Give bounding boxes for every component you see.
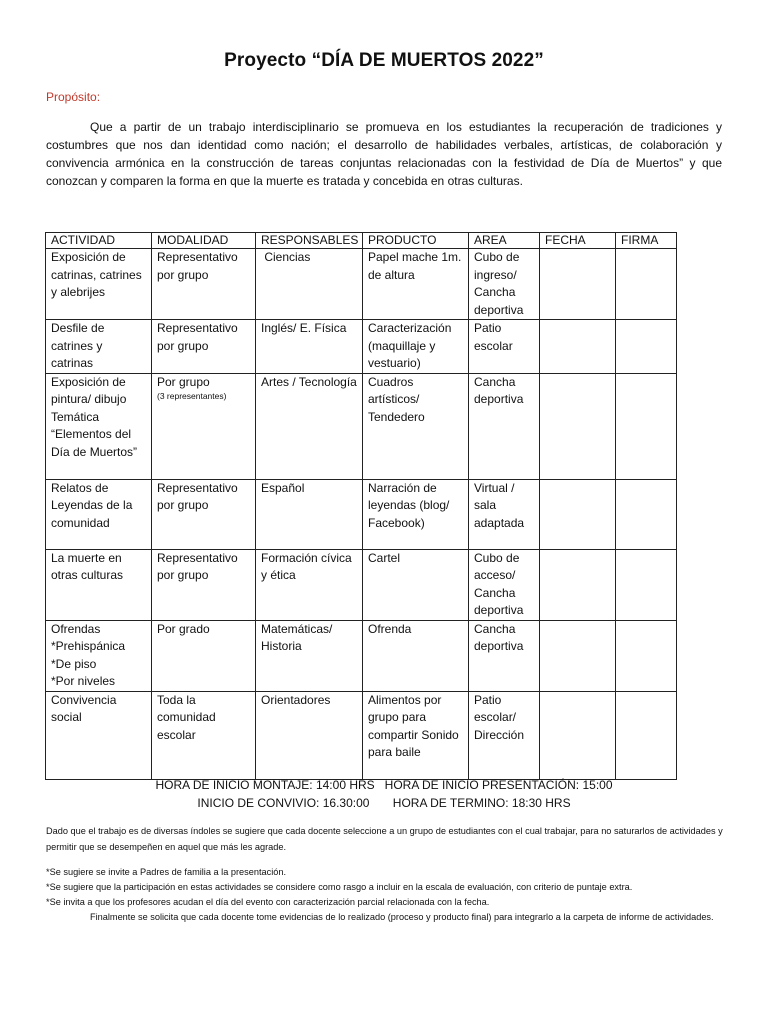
schedule-line-1: HORA DE INICIO MONTAJE: 14:00 HRS HORA DE INICIO PRESENTACIÓN: 15:00 bbox=[155, 778, 613, 792]
table-row bbox=[46, 373, 677, 479]
cell-area: Cancha deportiva bbox=[469, 373, 540, 479]
cell-actividad: La muerte en otras culturas bbox=[46, 549, 152, 620]
header-actividad: ACTIVIDAD bbox=[46, 233, 152, 249]
document-title: Proyecto “DÍA DE MUERTOS 2022” bbox=[224, 50, 544, 71]
header-firma: FIRMA bbox=[616, 233, 677, 249]
cell-actividad: Exposición de catrinas, catrines y alebrijes bbox=[46, 249, 152, 320]
header-fecha: FECHA bbox=[540, 233, 616, 249]
cell-responsables: Matemáticas/ Historia bbox=[256, 620, 363, 691]
cell-modalidad-note: (3 representantes) bbox=[157, 391, 227, 401]
table-header-row bbox=[46, 233, 677, 249]
cell-producto: Papel mache 1m. de altura bbox=[363, 249, 469, 320]
cell-firma bbox=[616, 249, 677, 320]
cell-fecha bbox=[540, 320, 616, 374]
purpose-paragraph: Que a partir de un trabajo interdisciplinario se promueva en los estudiantes la recuperación de tradiciones y costumbres que nos dan identidad como nación; el desarrollo de habilidades verbales, artísticas, de colaboración y convivencia armónica en la construcción de tareas conjuntas relacionadas con la festividad de Día de Muertos” y que conozcan y comparen la forma en que la muerte es tratada y concebida en otras culturas. bbox=[46, 120, 722, 188]
cell-area: Cancha deportiva bbox=[469, 620, 540, 691]
cell-modalidad-main: Por grupo bbox=[157, 374, 210, 389]
cell-firma bbox=[616, 479, 677, 549]
cell-modalidad: Representativo por grupo bbox=[152, 320, 256, 374]
purpose-label: Propósito: bbox=[46, 90, 101, 104]
note-item: *Se sugiere se invite a Padres de familia a la presentación. bbox=[46, 867, 287, 877]
cell-actividad-line: Ofrendas bbox=[51, 621, 101, 636]
cell-firma bbox=[616, 549, 677, 620]
cell-area: Patio escolar bbox=[469, 320, 540, 374]
cell-area: Patio escolar/ Dirección bbox=[469, 691, 540, 779]
note-item: *Se sugiere que la participación en estas actividades se considere como rasgo a incluir en la escala de evaluación, con criterio de puntaje extra. bbox=[46, 882, 633, 892]
cell-fecha bbox=[540, 691, 616, 779]
cell-responsables: Ciencias bbox=[256, 249, 363, 320]
activities-table bbox=[45, 232, 677, 780]
cell-actividad-line: *Prehispánica bbox=[51, 639, 126, 653]
cell-fecha bbox=[540, 479, 616, 549]
table-row bbox=[46, 320, 677, 374]
note-final: Finalmente se solicita que cada docente tome evidencias de lo realizado (proceso y producto final) para integrarlo a la carpeta de informe de actividades. bbox=[90, 912, 714, 922]
cell-firma bbox=[616, 320, 677, 374]
cell-responsables: Inglés/ E. Física bbox=[256, 320, 363, 374]
cell-modalidad bbox=[152, 373, 256, 479]
cell-fecha bbox=[540, 373, 616, 479]
cell-area: Cubo de ingreso/ Cancha deportiva bbox=[469, 249, 540, 320]
cell-modalidad: Representativo por grupo bbox=[152, 479, 256, 549]
cell-fecha bbox=[540, 549, 616, 620]
cell-responsables: Artes / Tecnología bbox=[256, 373, 363, 479]
cell-responsables: Orientadores bbox=[256, 691, 363, 779]
cell-actividad: Convivencia social bbox=[46, 691, 152, 779]
cell-fecha bbox=[540, 249, 616, 320]
cell-area: Cubo de acceso/ Cancha deportiva bbox=[469, 549, 540, 620]
cell-producto: Caracterización (maquillaje y vestuario) bbox=[363, 320, 469, 374]
cell-actividad-line: *De piso bbox=[51, 656, 97, 671]
note-item: *Se invita a que los profesores acudan el día del evento con caracterización parcial relacionada con la fecha. bbox=[46, 897, 490, 907]
cell-firma bbox=[616, 373, 677, 479]
cell-fecha bbox=[540, 620, 616, 691]
cell-producto: Cuadros artísticos/ Tendedero bbox=[363, 373, 469, 479]
cell-actividad bbox=[46, 620, 152, 691]
header-producto: PRODUCTO bbox=[363, 233, 469, 249]
table-row bbox=[46, 479, 677, 549]
cell-producto: Narración de leyendas (blog/ Facebook) bbox=[363, 479, 469, 549]
cell-area: Virtual / sala adaptada bbox=[469, 479, 540, 549]
cell-producto: Alimentos por grupo para compartir Sonido para baile bbox=[363, 691, 469, 779]
cell-responsables: Español bbox=[256, 479, 363, 549]
cell-producto: Cartel bbox=[363, 549, 469, 620]
cell-modalidad: Por grado bbox=[152, 620, 256, 691]
table-row bbox=[46, 691, 677, 779]
cell-producto: Ofrenda bbox=[363, 620, 469, 691]
header-responsables: RESPONSABLES bbox=[256, 233, 363, 249]
table-row bbox=[46, 620, 677, 691]
cell-modalidad: Toda la comunidad escolar bbox=[152, 691, 256, 779]
cell-modalidad: Representativo por grupo bbox=[152, 249, 256, 320]
cell-firma bbox=[616, 620, 677, 691]
cell-actividad: Relatos de Leyendas de la comunidad bbox=[46, 479, 152, 549]
header-area: AREA bbox=[469, 233, 540, 249]
cell-actividad: Exposición de pintura/ dibujo Temática “Elementos del Día de Muertos” bbox=[46, 373, 152, 479]
header-modalidad: MODALIDAD bbox=[152, 233, 256, 249]
cell-responsables: Formación cívica y ética bbox=[256, 549, 363, 620]
table-row bbox=[46, 249, 677, 320]
cell-modalidad: Representativo por grupo bbox=[152, 549, 256, 620]
cell-firma bbox=[616, 691, 677, 779]
table-row bbox=[46, 549, 677, 620]
note-intro: Dado que el trabajo es de diversas índoles se sugiere que cada docente seleccione a un grupo de estudiantes con el cual trabajar, para no saturarlos de actividades y permitir que se desempeñen en aquel que más les agrade. bbox=[46, 826, 723, 852]
cell-actividad: Desfile de catrines y catrinas bbox=[46, 320, 152, 374]
cell-actividad-line: *Por niveles bbox=[51, 674, 116, 688]
schedule-line-2: INICIO DE CONVIVIO: 16.30:00 HORA DE TERMINO: 18:30 HRS bbox=[197, 796, 571, 810]
